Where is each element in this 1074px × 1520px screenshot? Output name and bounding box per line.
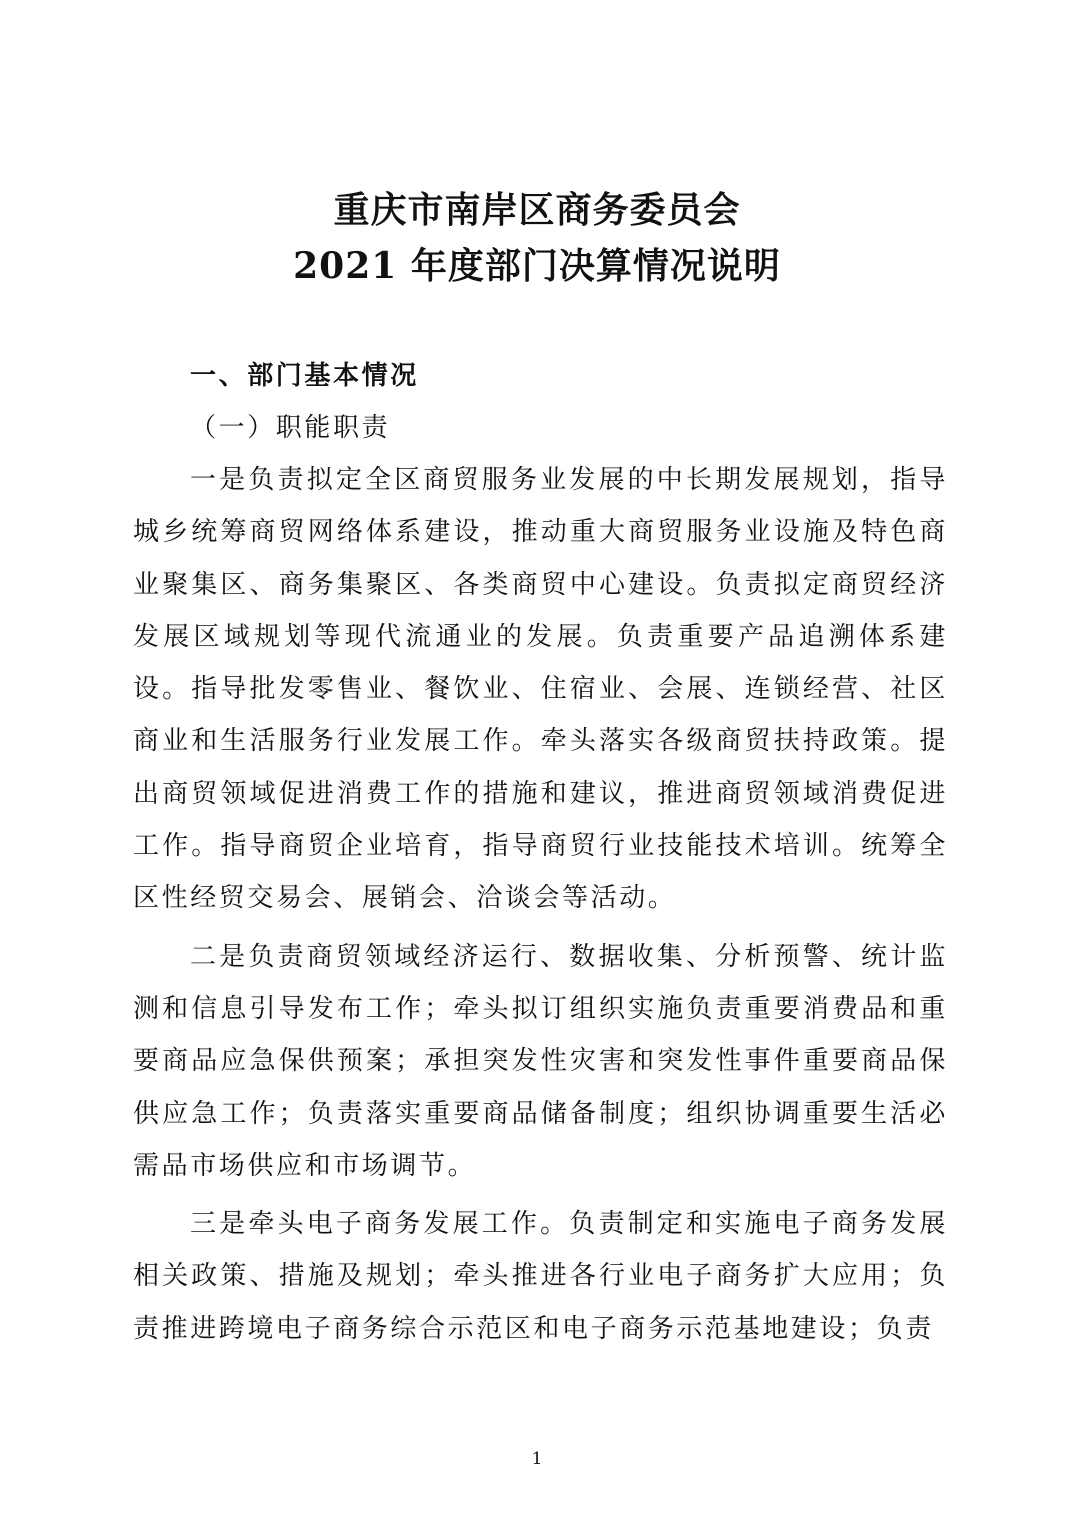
title-line-1: 重庆市南岸区商务委员会 (333, 189, 741, 231)
page-number: 1 (531, 1449, 543, 1469)
section-heading: 一、部门基本情况 (190, 361, 419, 391)
document-body (133, 350, 948, 1361)
title-line-2: 2021 年度部门决算情况说明 (293, 245, 781, 287)
paragraph-2: 二是负责商贸领域经济运行、数据收集、分析预警、统计监测和信息引导发布工作；牵头拟订组织实施负责重要消费品和重要商品应急保供预案；承担突发性灾害和突发性事件重要商品保供应急工作；负责落实重要商品储备制度；组织协调重要生活必需品市场供应和市场调节。 (133, 941, 948, 1181)
paragraph-3: 三是牵头电子商务发展工作。负责制定和实施电子商务发展相关政策、措施及规划；牵头推进各行业电子商务扩大应用；负责推进跨境电子商务综合示范区和电子商务示范基地建设；负责 (133, 1209, 948, 1344)
subsection-heading: （一）职能职责 (190, 413, 391, 443)
paragraph-1: 一是负责拟定全区商贸服务业发展的中长期发展规划，指导城乡统筹商贸网络体系建设，推动重大商贸服务业设施及特色商业聚集区、商务集聚区、各类商贸中心建设。负责拟定商贸经济发展区域规划等现代流通业的发展。负责重要产品追溯体系建设。指导批发零售业、餐饮业、住宿业、会展、连锁经营、社区商业和生活服务行业发展工作。牵头落实各级商贸扶持政策。提出商贸领域促进消费工作的措施和建议，推进商贸领域消费促进工作。指导商贸企业培育，指导商贸行业技能技术培训。统筹全区性经贸交易会、展销会、洽谈会等活动。 (133, 465, 948, 914)
document-title (0, 182, 1074, 294)
